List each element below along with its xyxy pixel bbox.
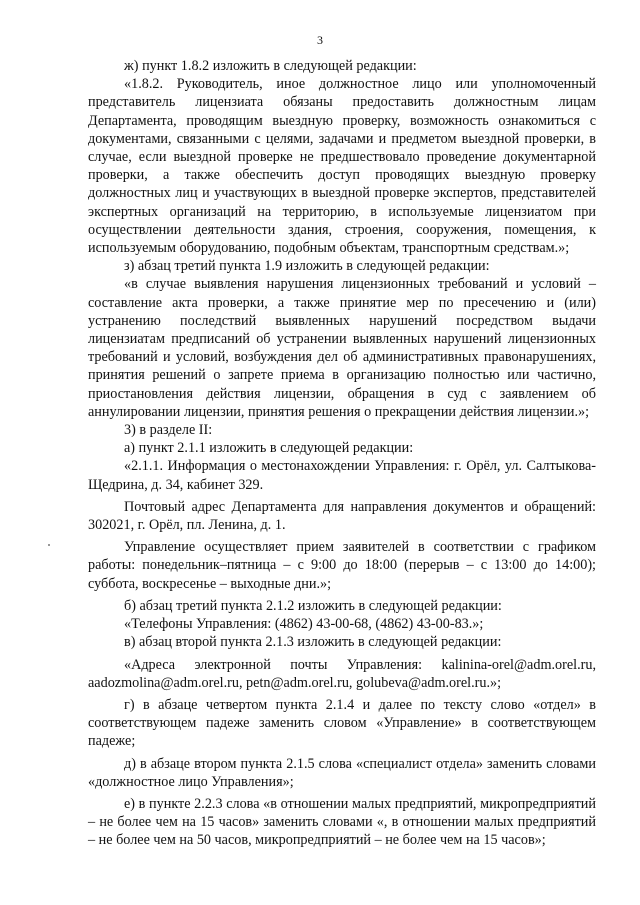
paragraph-2-1-1-text: «2.1.1. Информация о местонахождении Управления: г. Орёл, ул. Салтыкова-Щедрина, д. 34, кабинет 329. <box>88 458 596 493</box>
paragraph-v: в) абзац второй пункта 2.1.3 изложить в следующей редакции: <box>124 634 502 651</box>
margin-dot <box>48 544 50 546</box>
paragraph-section-2: 3) в разделе II: <box>124 422 213 439</box>
paragraph-schedule: Управление осуществляет прием заявителей в соответствии с графиком работы: понедельник–пятница – с 9:00 до 18:00 (перерыв – с 13:00 до 14:00); суббота, воскресенье – выходные дни.»; <box>88 539 596 592</box>
paragraph-e: е) в пункте 2.2.3 слова «в отношении малых предприятий, микропредприятий – не более чем на 15 часов» заменить словами «, в отношении малых предприятий – не более чем на 50 часов, микропредприятий – не более чем на 15 часов»; <box>88 795 596 849</box>
paragraph-b: б) абзац третий пункта 2.1.2 изложить в следующей редакции: <box>124 597 502 614</box>
paragraph-1-8-2-text: «1.8.2. Руководитель, иное должностное лицо или уполномоченный представитель лицензиата обязаны предоставить должностным лицам Департамента, проводящим выездную проверку, возможность ознакомиться с документами, связанными с целями, задачами и предметом выездной проверки, в случае, если выездной проверке не предшествовало проведение документарной проверки, а также обеспечить доступ проводящих выездную проверку должностных лиц и участвующих в выездной проверке экспертов, представителей экспертных организаций на территорию, в используемые лицензиатом при осуществлении деятельности здания, строения, сооружения, помещения, к используемым оборудованию, подобным объектам, транспортным средствам.»; <box>88 76 596 257</box>
document-body <box>88 57 596 850</box>
paragraph-zh: ж) пункт 1.8.2 изложить в следующей редакции: <box>124 58 417 74</box>
paragraph-g: г) в абзаце четвертом пункта 2.1.4 и далее по тексту слово «отдел» в соответствующем падеже заменить словом «Управление» в соответствующем падеже; <box>88 696 596 750</box>
paragraph-a: а) пункт 2.1.1 изложить в следующей редакции: <box>124 440 414 457</box>
paragraph-z: з) абзац третий пункта 1.9 изложить в следующей редакции: <box>124 258 490 275</box>
paragraph-1-9-text: «в случае выявления нарушения лицензионных требований и условий – составление акта проверки, а также принятие мер по пресечению и (или) устранению последствий выявленных нарушений посредством выдачи лицензиатам предписаний об устранении выявленных нарушений лицензионных требований и условий, возбуждения дел об административных правонарушениях, принятия решений о запрете приема в организацию полностью или частично, приостановления действия лицензии, обращения в суд с заявлением об аннулировании лицензии, принятия решения о прекращении действия лицензии.»; <box>88 276 596 420</box>
paragraph-postal-address: Почтовый адрес Департамента для направления документов и обращений: 302021, г. Орёл, пл. Ленина, д. 1. <box>88 498 596 534</box>
paragraph-emails: «Адреса электронной почты Управления: kalinina-orel@adm.orel.ru, aadozmolina@adm.orel.ru, petn@adm.orel.ru, golubeva@adm.orel.ru.»; <box>88 656 596 691</box>
paragraph-d: д) в абзаце втором пункта 2.1.5 слова «специалист отдела» заменить словами «должностное лицо Управления»; <box>88 755 596 790</box>
paragraph-phones: «Телефоны Управления: (4862) 43-00-68, (4862) 43-00-83.»; <box>124 616 484 633</box>
page-number: 3 <box>317 33 323 47</box>
